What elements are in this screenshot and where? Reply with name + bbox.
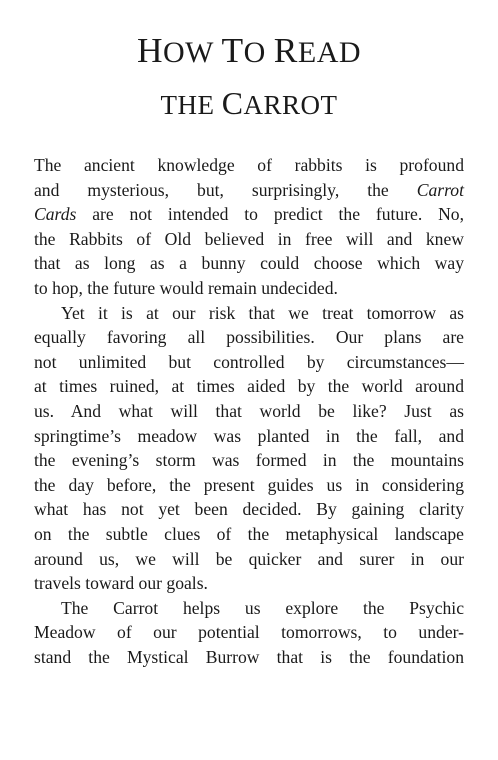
paragraph-3-line-1: The Carrot helps us explore the Psychic bbox=[61, 597, 464, 618]
paragraph-1-line-6: to hop, the future would remain undecided. bbox=[34, 277, 338, 298]
italic-cards: Cards bbox=[34, 204, 77, 225]
paragraph-2-line-12: travels toward our goals. bbox=[34, 573, 208, 594]
title-initial-r: R bbox=[273, 30, 298, 70]
paragraph-1-line-2 bbox=[34, 178, 464, 203]
paragraph-2-line-7: the evening’s storm was formed in the mountains bbox=[34, 450, 464, 471]
paragraph-1-line-1: The ancient knowledge of rabbits is profound bbox=[34, 155, 464, 175]
paragraph-2-line-8: the day before, the present guides us in considering bbox=[34, 474, 464, 495]
paragraph-2-line-3: not unlimited but controlled by circumstances— bbox=[34, 351, 464, 372]
paragraph-2-line-11: around us, we will be quicker and surer in our bbox=[34, 548, 464, 569]
title-word-read: EAD bbox=[297, 36, 362, 69]
body-text bbox=[34, 153, 464, 669]
title-initial-c: C bbox=[221, 86, 244, 121]
title-word-carrot: ARROT bbox=[243, 90, 338, 120]
chapter-title-line-2 bbox=[0, 86, 498, 123]
title-word-the: THE bbox=[160, 90, 222, 120]
title-initial-h: H bbox=[136, 30, 164, 70]
paragraph-2-line-1: Yet it is at our risk that we treat tomorrow as bbox=[61, 302, 464, 323]
chapter-title-line-1 bbox=[0, 30, 498, 73]
paragraph-2 bbox=[34, 301, 464, 596]
title-word-to: O bbox=[243, 36, 274, 69]
paragraph-1-line-5: that as long as a bunny could choose which way bbox=[34, 253, 464, 274]
paragraph-2-line-4: at times ruined, at times aided by the world around bbox=[34, 376, 464, 397]
paragraph-3-line-2: Meadow of our potential tomorrows, to under- bbox=[34, 622, 464, 643]
paragraph-1-line-4: the Rabbits of Old believed in free will and knew bbox=[34, 228, 464, 249]
title-initial-t: T bbox=[221, 30, 244, 70]
paragraph-3 bbox=[34, 596, 464, 670]
paragraph-2-line-2: equally favoring all possibilities. Our plans are bbox=[34, 327, 464, 348]
paragraph-1 bbox=[34, 153, 464, 301]
paragraph-2-line-9: what has not yet been decided. By gaining clarity bbox=[34, 499, 464, 520]
title-word-how: OW bbox=[163, 36, 222, 69]
paragraph-2-line-5: us. And what will that world be like? Just as bbox=[34, 400, 464, 421]
paragraph-1-line-3 bbox=[34, 202, 464, 227]
paragraph-1-line-2-text: and mysterious, but, surprisingly, the bbox=[34, 179, 417, 200]
paragraph-1-line-3-text: are not intended to predict the future. No, bbox=[76, 204, 464, 225]
paragraph-3-line-3: stand the Mystical Burrow that is the foundation bbox=[34, 646, 464, 667]
paragraph-2-line-10: on the subtle clues of the metaphysical landscape bbox=[34, 523, 464, 544]
italic-carrot: Carrot bbox=[416, 179, 464, 200]
paragraph-2-line-6: springtime’s meadow was planted in the fall, and bbox=[34, 425, 464, 446]
